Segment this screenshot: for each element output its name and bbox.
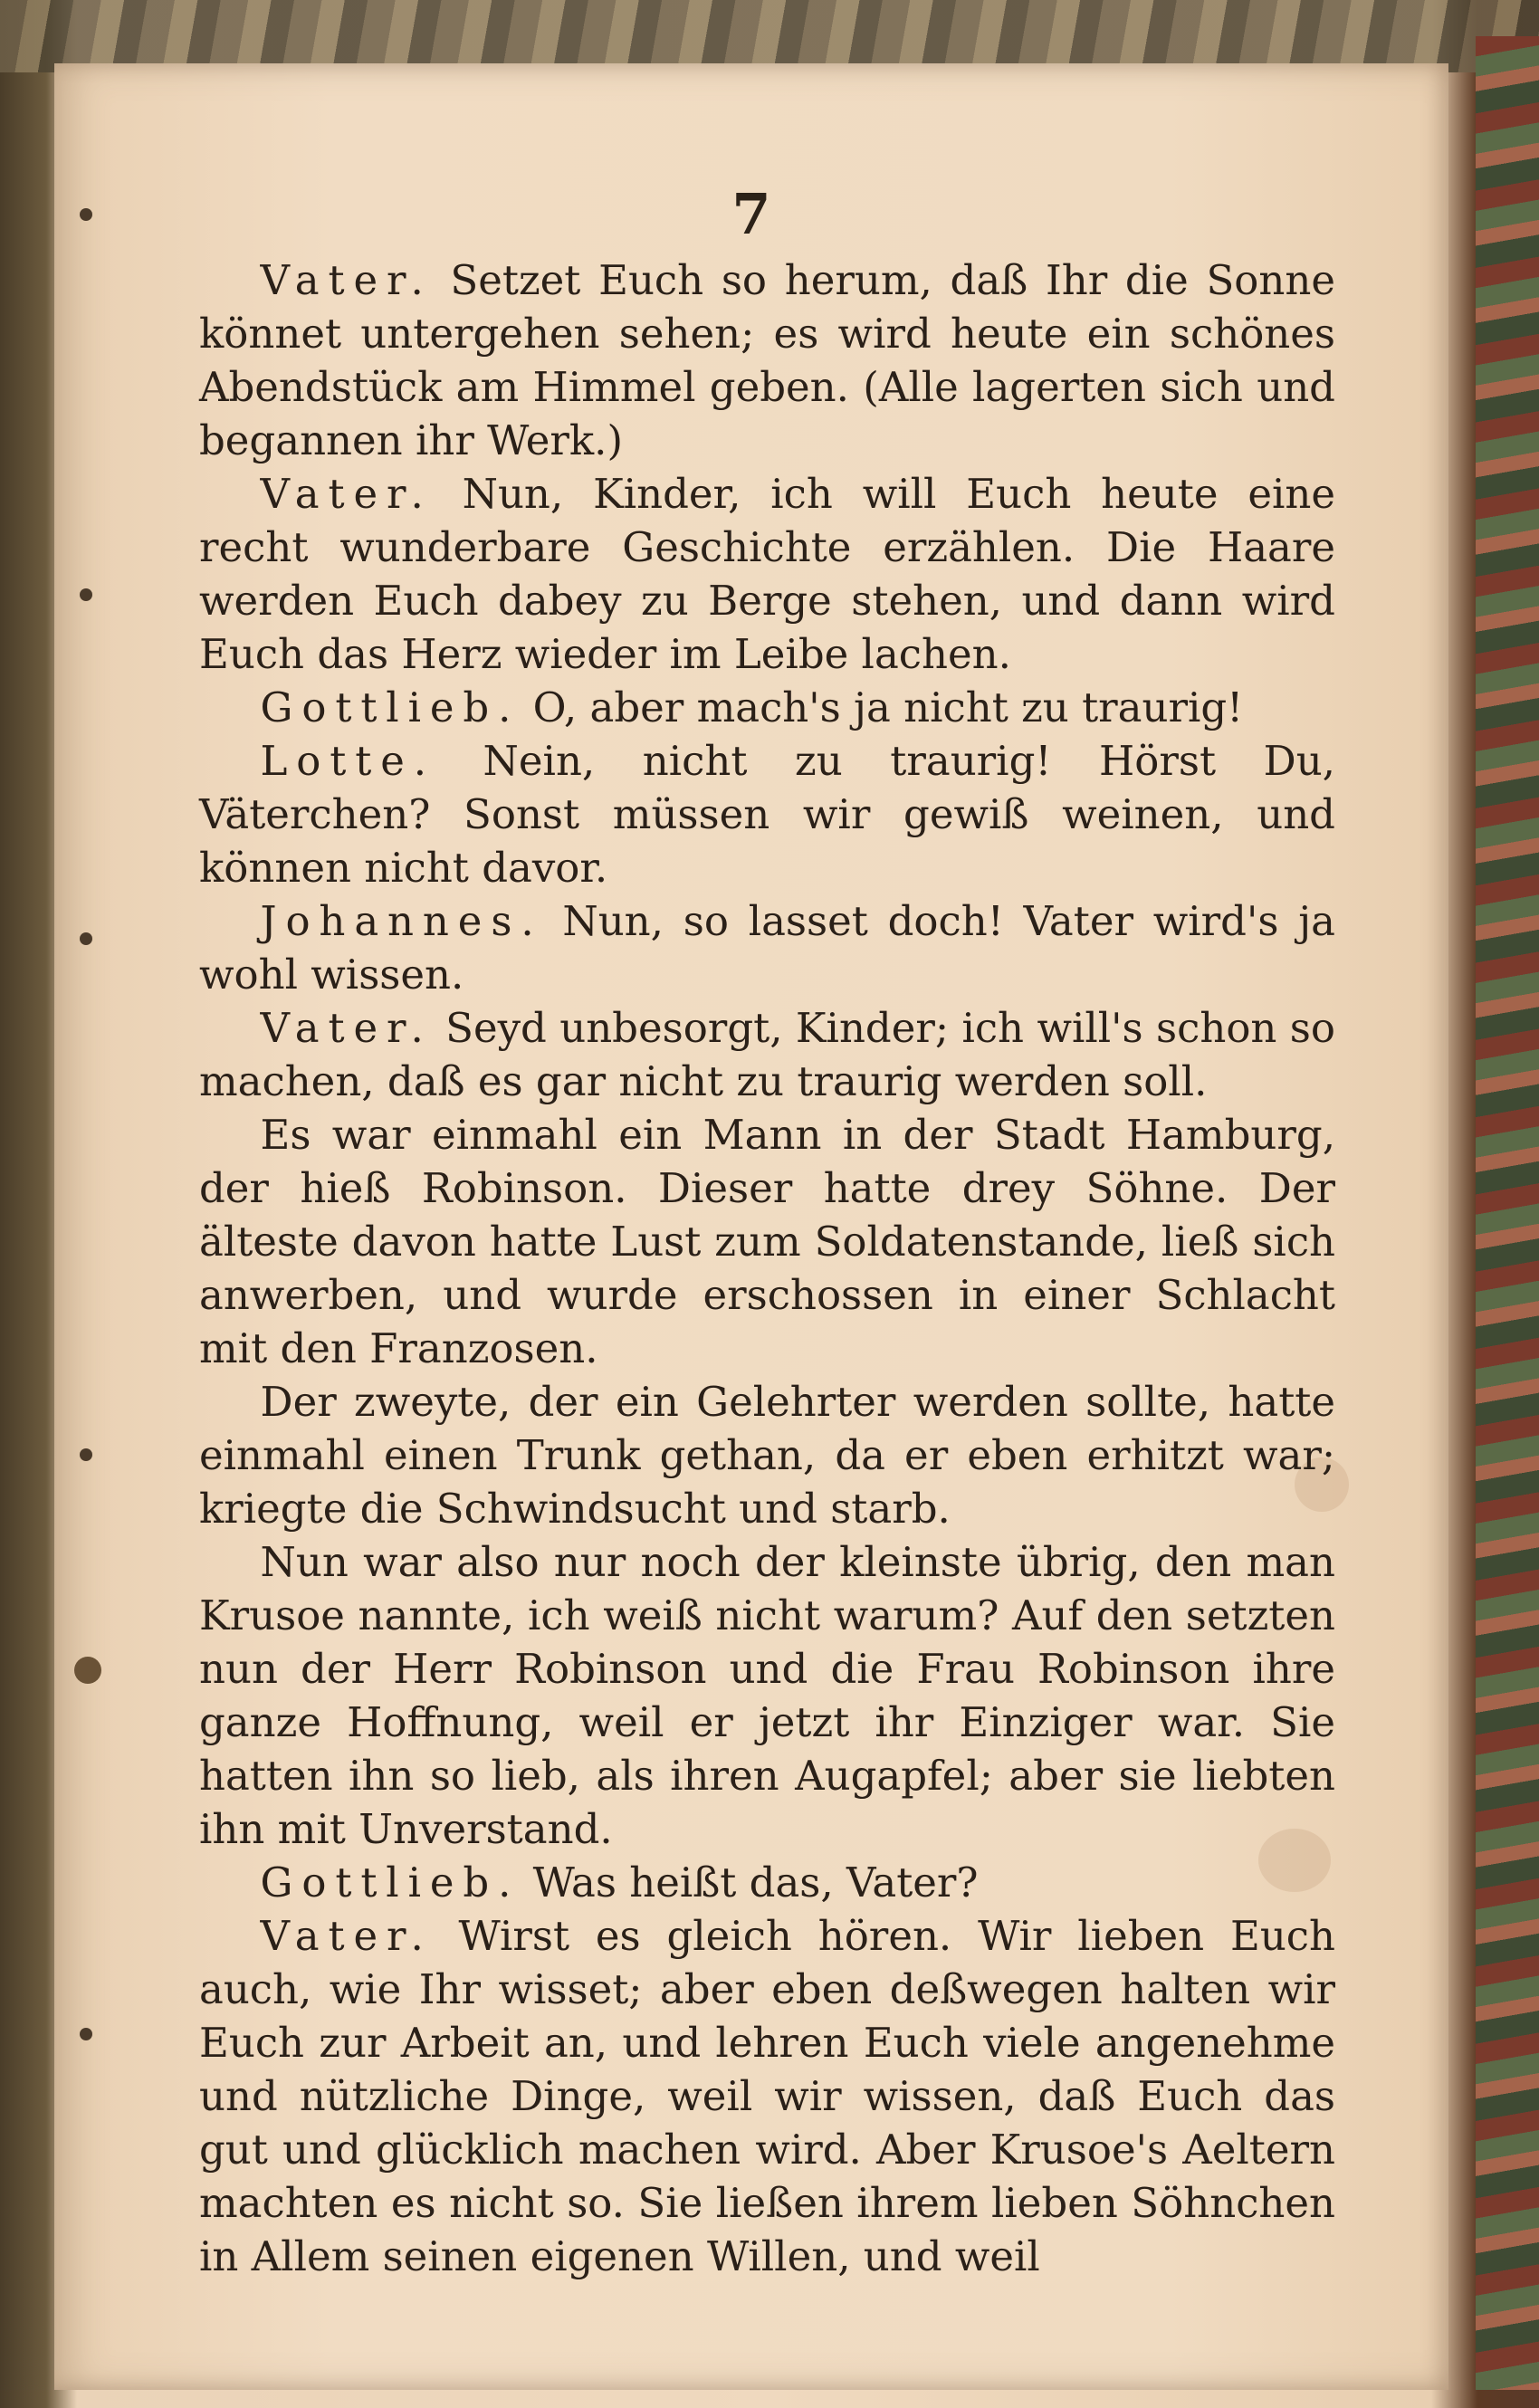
paragraph — [199, 681, 1335, 734]
speaker-name: Gottlieb. — [260, 683, 521, 731]
paragraph-text: Der zweyte, der ein Gelehrter werden sollte, hatte einmahl einen Trunk gethan, da er eben erhitzt war; kriegte die Schwindsucht und starb. — [199, 1378, 1335, 1533]
paragraph-text: Nun, so lasset doch! Vater wird's ja wohl wissen. — [199, 897, 1335, 999]
body-text — [199, 253, 1335, 2283]
paragraph — [199, 894, 1335, 1001]
speaker-name: Vater. — [260, 1004, 433, 1052]
speaker-name: Vater. — [260, 1912, 433, 1960]
binding-hole — [80, 1448, 92, 1461]
binding-hole — [74, 1657, 101, 1684]
paragraph — [199, 1001, 1335, 1108]
paragraph — [199, 253, 1335, 467]
paragraph-text: Es war einmahl ein Mann in der Stadt Hamburg, der hieß Robinson. Dieser hatte drey Söhne. Der älteste davon hatte Lust zum Soldatenstande, ließ sich anwerben, und wurde erschossen in einer Schlacht mit den Franzosen. — [199, 1111, 1335, 1372]
paragraph — [199, 1856, 1335, 1909]
paragraph-text: Nein, nicht zu traurig! Hörst Du, Väterchen? Sonst müssen wir gewiß weinen, und können nicht davor. — [199, 737, 1335, 892]
speaker-name: Johannes. — [260, 897, 543, 945]
speaker-name: Lotte. — [260, 737, 435, 785]
binding-hole — [80, 2028, 92, 2040]
page-number: 7 — [731, 181, 771, 247]
speaker-name: Vater. — [260, 256, 433, 304]
speaker-name: Vater. — [260, 470, 433, 518]
paragraph — [199, 1375, 1335, 1535]
paragraph — [199, 734, 1335, 894]
paragraph-text: O, aber mach's ja nicht zu traurig! — [520, 683, 1244, 731]
paragraph-text: Setzet Euch so herum, daß Ihr die Sonne könnet untergehen sehen; es wird heute ein schönes Abendstück am Himmel geben. (Alle lagerten sich und begannen ihr Werk.) — [199, 256, 1335, 464]
paragraph-text: Seyd unbesorgt, Kinder; ich will's schon so machen, daß es gar nicht zu traurig werden soll. — [199, 1004, 1335, 1105]
paragraph-text: Nun war also nur noch der kleinste übrig, den man Krusoe nannte, ich weiß nicht warum? Auf den setzten nun der Herr Robinson und die Frau Robinson ihre ganze Hoffnung, weil er jetzt ihr Einziger war. Sie hatten ihn so lieb, als ihren Augapfel; aber sie liebten ihn mit Unverstand. — [199, 1538, 1335, 1853]
paragraph-text: Nun, Kinder, ich will Euch heute eine recht wunderbare Geschichte erzählen. Die Haare werden Euch dabey zu Berge stehen, und dann wird Euch das Herz wieder im Leibe lachen. — [199, 470, 1335, 678]
binding-hole — [80, 932, 92, 945]
paragraph-text: Wirst es gleich hören. Wir lieben Euch auch, wie Ihr wisset; aber eben deßwegen halten wir Euch zur Arbeit an, und lehren Euch viele angenehme und nützliche Dinge, weil wir wissen, daß Euch das gut und glücklich machen wird. Aber Krusoe's Aeltern machten es nicht so. Sie ließen ihrem lieben Söhnchen in Allem seinen eigenen Willen, und weil — [199, 1912, 1335, 2280]
paragraph — [199, 467, 1335, 681]
binding-hole — [80, 588, 92, 601]
marbled-cover-edge — [1476, 36, 1539, 2390]
book-top-edge — [0, 0, 1539, 72]
speaker-name: Gottlieb. — [260, 1859, 521, 1906]
paragraph — [199, 1108, 1335, 1375]
paragraph-text: Was heißt das, Vater? — [520, 1859, 979, 1906]
paragraph — [199, 1909, 1335, 2283]
paragraph — [199, 1535, 1335, 1856]
